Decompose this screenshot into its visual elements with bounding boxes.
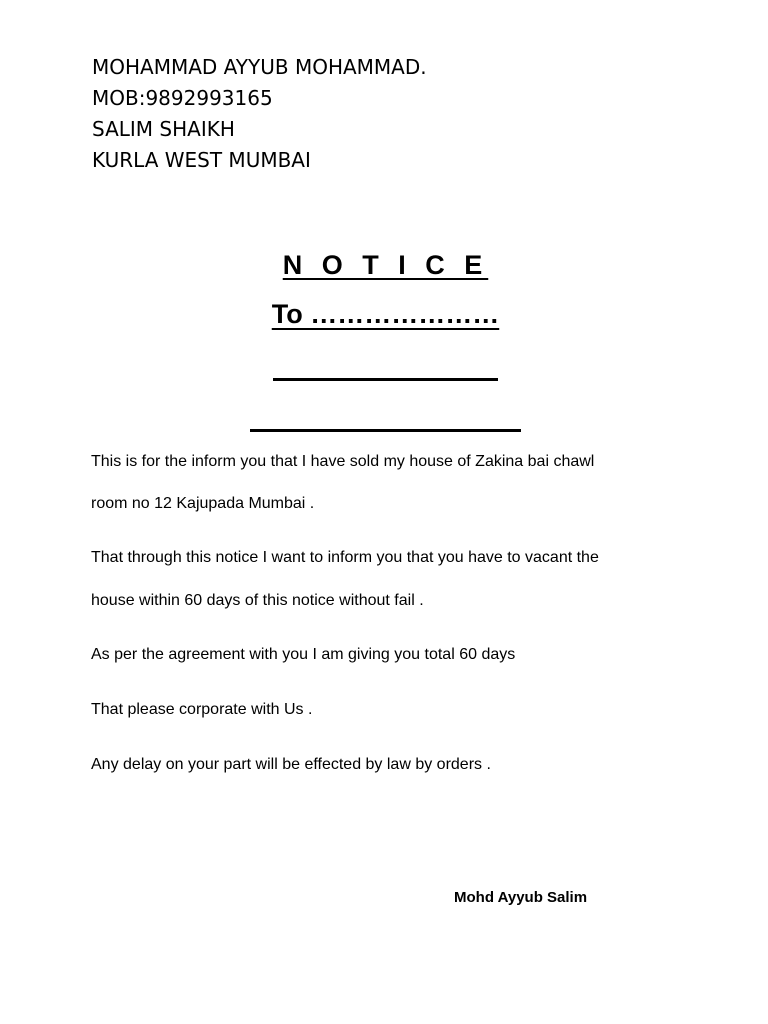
- body-paragraph-2-line-2: house within 60 days of this notice without fail .: [91, 592, 424, 609]
- sender-mobile: MOB:9892993165: [92, 86, 273, 110]
- recipient-blank-line-2: [250, 429, 521, 432]
- sender-name: MOHAMMAD AYYUB MOHAMMAD.: [92, 55, 427, 79]
- body-paragraph-3: As per the agreement with you I am giving you total 60 days: [91, 646, 516, 663]
- body-paragraph-1-line-1: This is for the inform you that I have sold my house of Zakina bai chawl: [91, 453, 595, 470]
- sender-name-line2: SALIM SHAIKH: [92, 117, 235, 141]
- notice-title: N O T I C E: [282, 250, 489, 280]
- sender-address: KURLA WEST MUMBAI: [92, 148, 311, 172]
- body-paragraph-1-line-2: room no 12 Kajupada Mumbai .: [91, 495, 315, 512]
- recipient-to-line: To …………………: [271, 299, 500, 329]
- body-paragraph-5: Any delay on your part will be effected by law by orders .: [91, 756, 491, 773]
- body-paragraph-2-line-1: That through this notice I want to inform you that you have to vacant the: [91, 549, 599, 566]
- sender-block: [92, 52, 427, 176]
- recipient-blank-line-1: [273, 378, 498, 381]
- signature-name: Mohd Ayyub Salim: [454, 889, 588, 906]
- body-paragraph-4: That please corporate with Us .: [91, 701, 313, 718]
